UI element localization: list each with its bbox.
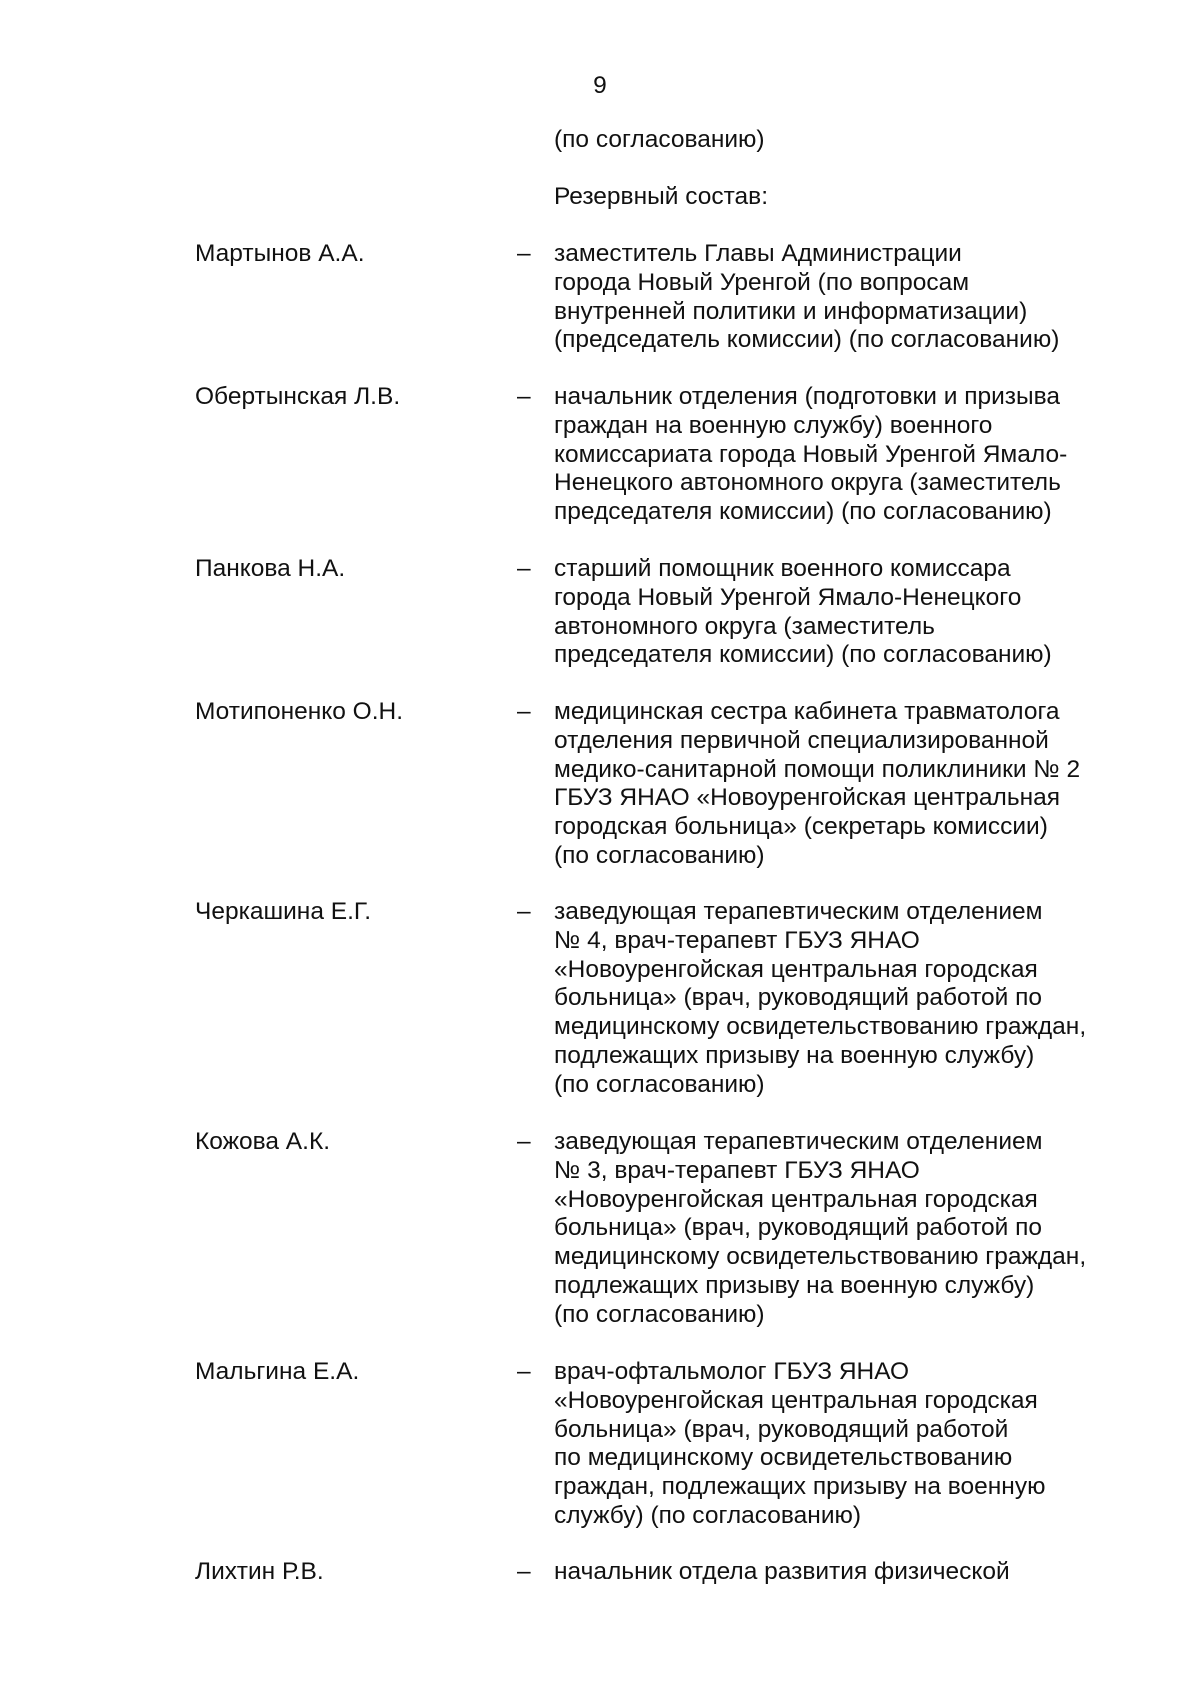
member-name: Мальгина Е.А. <box>195 1358 360 1385</box>
description-line: (председатель комиссии) (по согласованию) <box>554 326 1060 354</box>
member-description <box>554 1358 1154 1531</box>
description-line: медицинскому освидетельствованию граждан, <box>554 1243 1087 1271</box>
description-line: по медицинскому освидетельствованию <box>554 1444 1013 1472</box>
member-name: Черкашина Е.Г. <box>195 898 371 925</box>
description-line: председателя комиссии) (по согласованию) <box>554 498 1052 526</box>
description-line: города Новый Уренгой Ямало-Ненецкого <box>554 583 1022 611</box>
description-line: заведующая терапевтическим отделением <box>554 1128 1043 1155</box>
member-description <box>554 1128 1154 1330</box>
description-line: подлежащих призыву на военную службу) <box>554 1041 1035 1069</box>
description-line: подлежащих призыву на военную службу) <box>554 1271 1035 1299</box>
description-line: больница» (врач, руководящий работой по <box>554 984 1043 1012</box>
description-line: медико-санитарной помощи поликлиники № 2 <box>554 755 1081 783</box>
description-line: медицинская сестра кабинета травматолога <box>554 698 1060 725</box>
member-name: Обертынская Л.В. <box>195 383 401 410</box>
description-line: (по согласованию) <box>554 841 765 869</box>
description-line: № 4, врач-терапевт ГБУЗ ЯНАО <box>554 926 920 954</box>
dash-separator: – <box>517 383 531 410</box>
description-line: заведующая терапевтическим отделением <box>554 898 1043 925</box>
description-line: ГБУЗ ЯНАО «Новоуренгойская центральная <box>554 784 1061 812</box>
description-line: начальник отделения (подготовки и призыва <box>554 383 1060 410</box>
description-line: председателя комиссии) (по согласованию) <box>554 641 1052 669</box>
description-line: автономного округа (заместитель <box>554 612 935 640</box>
description-line: комиссариата города Новый Уренгой Ямало- <box>554 440 1068 468</box>
description-line: Ненецкого автономного округа (заместитель <box>554 469 1061 497</box>
description-line: больница» (врач, руководящий работой по <box>554 1214 1043 1242</box>
member-description <box>554 555 1154 670</box>
member-description <box>554 240 1154 355</box>
dash-separator: – <box>517 698 531 725</box>
description-line: врач-офтальмолог ГБУЗ ЯНАО <box>554 1358 910 1385</box>
dash-separator: – <box>517 898 531 925</box>
dash-separator: – <box>517 1128 531 1155</box>
member-name: Лихтин Р.В. <box>195 1558 324 1585</box>
description-line: службу) (по согласованию) <box>554 1501 862 1529</box>
member-description <box>554 1558 1154 1587</box>
description-line: «Новоуренгойская центральная городская <box>554 1185 1038 1213</box>
dash-separator: – <box>517 1358 531 1385</box>
section-title: Резервный состав: <box>554 183 769 210</box>
dash-separator: – <box>517 1558 531 1585</box>
member-description <box>554 898 1154 1100</box>
dash-separator: – <box>517 555 531 582</box>
description-line: больница» (врач, руководящий работой <box>554 1415 1009 1443</box>
intro-line: (по согласованию) <box>554 126 765 153</box>
description-line: граждан на военную службу) военного <box>554 411 993 439</box>
description-line: отделения первичной специализированной <box>554 726 1049 754</box>
member-description <box>554 383 1154 527</box>
description-line: внутренней политики и информатизации) <box>554 297 1028 325</box>
member-name: Панкова Н.А. <box>195 555 346 582</box>
description-line: медицинскому освидетельствованию граждан, <box>554 1013 1087 1041</box>
member-name: Мотипоненко О.Н. <box>195 698 404 725</box>
description-line: старший помощник военного комиссара <box>554 555 1011 582</box>
description-line: начальник отдела развития физической <box>554 1558 1010 1585</box>
member-name: Кожова А.К. <box>195 1128 331 1155</box>
description-line: городская больница» (секретарь комиссии) <box>554 813 1048 841</box>
description-line: граждан, подлежащих призыву на военную <box>554 1473 1046 1501</box>
description-line: «Новоуренгойская центральная городская <box>554 1386 1038 1414</box>
description-line: (по согласованию) <box>554 1300 765 1328</box>
description-line: заместитель Главы Администрации <box>554 240 962 267</box>
member-name: Мартынов А.А. <box>195 240 365 267</box>
member-description <box>554 698 1154 871</box>
description-line: города Новый Уренгой (по вопросам <box>554 268 970 296</box>
description-line: (по согласованию) <box>554 1070 765 1098</box>
page-number: 9 <box>593 72 607 99</box>
description-line: «Новоуренгойская центральная городская <box>554 955 1038 983</box>
dash-separator: – <box>517 240 531 267</box>
description-line: № 3, врач-терапевт ГБУЗ ЯНАО <box>554 1156 920 1184</box>
